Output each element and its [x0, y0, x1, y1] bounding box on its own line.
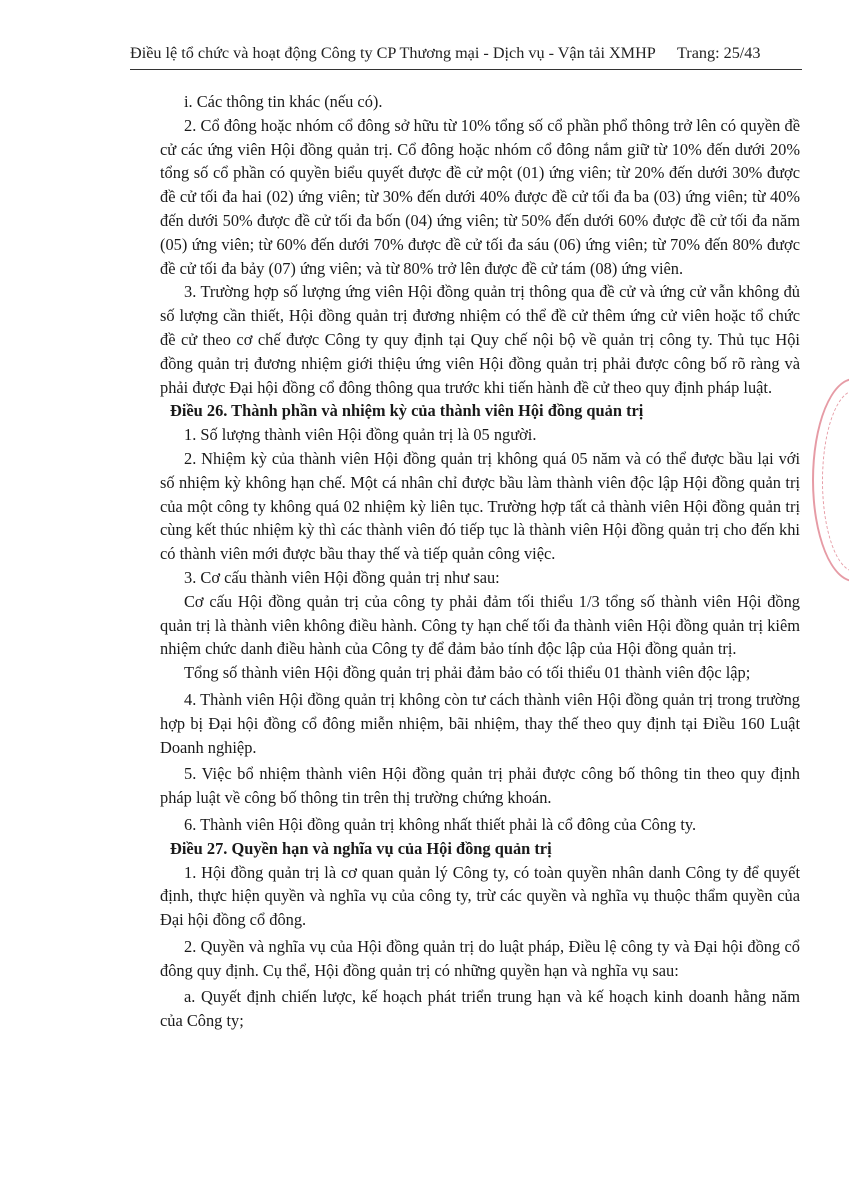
seal-inner-ring	[822, 390, 849, 572]
paragraph-term: 2. Nhiệm kỳ của thành viên Hội đồng quản trị không quá 05 năm và có thể được bầu lại với số nhiệm kỳ không hạn chế. Một cá nhân chỉ được bầu làm thành viên độc lập Hội đồng quản trị của một công ty không quá 02 nhiệm kỳ liên tục. Trường hợp tất cả thành viên Hội đồng quản trị cùng kết thúc nhiệm kỳ thì các thành viên đó tiếp tục là thành viên Hội đồng quản trị cho đến khi có thành viên mới được bầu thay thế và tiếp quản công việc.	[160, 448, 800, 564]
paragraph-structure: 3. Cơ cấu thành viên Hội đồng quản trị như sau:	[184, 567, 500, 587]
paragraph-board-authority: 1. Hội đồng quản trị là cơ quan quản lý Công ty, có toàn quyền nhân danh Công ty để quyết định, thực hiện quyền và nghĩa vụ của công ty, trừ các quyền và nghĩa vụ thuộc thẩm quyền của Đại hội đồng cổ đông.	[160, 862, 800, 930]
paragraph-loss-of-membership: 4. Thành viên Hội đồng quản trị không còn tư cách thành viên Hội đồng quản trị trong trường hợp bị Đại hội đồng cổ đông miễn nhiệm, bãi nhiệm, thay thế theo quy định tại Điều 160 Luật Doanh nghiệp.	[160, 689, 800, 757]
paragraph-insufficient-candidates: 3. Trường hợp số lượng ứng viên Hội đồng quản trị thông qua đề cử và ứng cử vẫn không đủ số lượng cần thiết, Hội đồng quản trị đương nhiệm có thể đề cử thêm ứng cử viên hoặc tổ chức đề cử theo cơ chế được Công ty quy định tại Quy chế nội bộ về quản trị công ty. Thủ tục Hội đồng quản trị đương nhiệm giới thiệu ứng viên Hội đồng quản trị phải được công bố rõ ràng và phải được Đại hội đồng cổ đông thông qua trước khi tiến hành đề cử theo quy định pháp luật.	[160, 282, 800, 397]
paragraph-shareholder-requirement: 6. Thành viên Hội đồng quản trị không nhất thiết phải là cổ đông của Công ty.	[184, 814, 697, 834]
paragraph-strategy: a. Quyết định chiến lược, kế hoạch phát triển trung hạn và kế hoạch kinh doanh hằng năm của Công ty;	[160, 987, 800, 1031]
article-26-heading: Điều 26. Thành phần và nhiệm kỳ của thành viên Hội đồng quản trị	[170, 401, 644, 421]
paragraph-structure-detail: Cơ cấu Hội đồng quản trị của công ty phải đảm tối thiểu 1/3 tổng số thành viên Hội đồng quản trị là thành viên không điều hành. Công ty hạn chế tối đa thành viên Hội đồng quản trị kiêm nhiệm chức danh điều hành của Công ty để đảm bảo tính độc lập của Hội đồng quản trị.	[160, 591, 800, 659]
red-seal-stamp	[812, 378, 849, 582]
paragraph-appointment-disclosure: 5. Việc bổ nhiệm thành viên Hội đồng quản trị phải được công bố thông tin theo quy định pháp luật về công bố thông tin trên thị trường chứng khoán.	[160, 764, 800, 808]
article-27-heading: Điều 27. Quyền hạn và nghĩa vụ của Hội đồng quản trị	[170, 838, 552, 858]
paragraph-board-duties: 2. Quyền và nghĩa vụ của Hội đồng quản trị do luật pháp, Điều lệ công ty và Đại hội đồng cổ đông quy định. Cụ thể, Hội đồng quản trị có những quyền hạn và nghĩa vụ sau:	[160, 936, 800, 980]
page-number: Trang: 25/43	[676, 44, 761, 62]
paragraph-nomination-rights: 2. Cổ đông hoặc nhóm cổ đông sở hữu từ 10% tổng số cổ phần phổ thông trở lên có quyền đề cử các ứng viên Hội đồng quản trị. Cổ đông hoặc nhóm cổ đông nắm giữ từ 10% đến dưới 20% tổng số cổ phần có quyền biểu quyết được đề cử một (01) ứng viên; từ 20% đến dưới 30% được đề cử tối đa hai (02) ứng viên; từ 30% đến dưới 40% được đề cử tối đa ba (03) ứng viên; từ 40% đến dưới 50% được đề cử tối đa bốn (04) ứng viên; từ 50% đến dưới 60% được đề cử tối đa năm (05) ứng viên; từ 60% đến dưới 70% được đề cử tối đa sáu (06) ứng viên; từ 70% đến 80% được đề cử tối đa bảy (07) ứng viên; và từ 80% trở lên được đề cử tám (08) ứng viên.	[160, 115, 800, 278]
paragraph-other-info: i. Các thông tin khác (nếu có).	[184, 92, 383, 111]
paragraph-board-size: 1. Số lượng thành viên Hội đồng quản trị là 05 người.	[184, 425, 537, 445]
page-header	[130, 44, 802, 63]
document-body	[160, 90, 800, 1033]
document-title: Điều lệ tổ chức và hoạt động Công ty CP Thương mại - Dịch vụ - Vận tải XMHP	[130, 44, 656, 62]
paragraph-independent-member: Tổng số thành viên Hội đồng quản trị phải đảm bảo có tối thiểu 01 thành viên độc lập;	[184, 663, 751, 683]
header-divider	[130, 69, 802, 70]
